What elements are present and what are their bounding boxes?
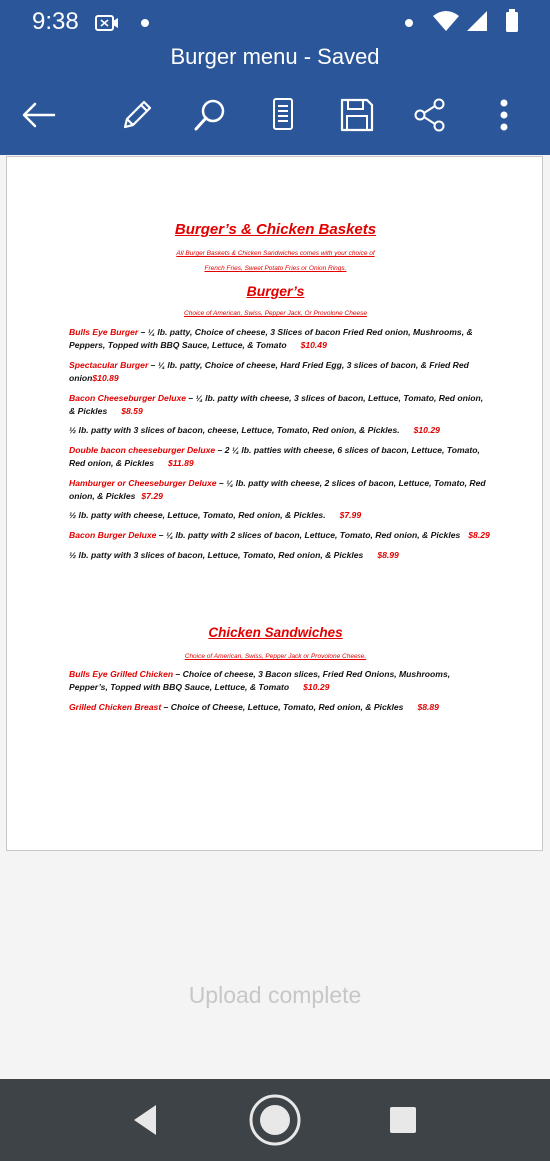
chicken-heading: Chicken Sandwiches — [208, 625, 343, 640]
more-vert-icon — [499, 98, 509, 132]
screen-record-icon — [95, 14, 119, 32]
menu-note-line1: All Burger Baskets & Chicken Sandwiches comes with your choice of — [176, 250, 375, 257]
status-time: 9:38 — [32, 8, 79, 35]
notification-dot-icon — [140, 18, 150, 28]
app-bar — [0, 0, 550, 155]
chicken-cheese-note: Choice of American, Swiss, Pepper Jack or Provolone Cheese. — [184, 653, 367, 660]
search-icon — [193, 98, 227, 132]
menu-note-line2: French Fries, Sweet Potato Fries or Onion Rings. — [204, 265, 347, 272]
more-options-button[interactable] — [479, 90, 529, 140]
save-button[interactable] — [332, 90, 382, 140]
document-page[interactable] — [6, 156, 543, 851]
document-title: Burger menu - Saved — [170, 44, 380, 69]
menu-item: ½ lb. patty with cheese, Lettuce, Tomato, Red onion, & Pickles. $7.99 — [69, 510, 362, 520]
system-nav-bar — [0, 1079, 550, 1161]
reading-view-icon — [270, 98, 296, 132]
upload-status: Upload complete — [188, 982, 362, 1008]
toolbar — [0, 90, 550, 140]
menu-item: Hamburger or Cheeseburger Deluxe – ¼ lb. patty with cheese, 2 slices of bacon, Lettuce, Tomato, Red onion, & Pickles $7.29 — [69, 478, 486, 501]
nav-back-icon — [130, 1103, 160, 1137]
nav-home-icon — [248, 1093, 302, 1147]
reading-view-button[interactable] — [258, 90, 308, 140]
battery-icon — [505, 9, 519, 33]
menu-item: ½ lb. patty with 3 slices of bacon, Lettuce, Tomato, Red onion, & Pickles $8.99 — [69, 550, 399, 560]
search-button[interactable] — [185, 90, 235, 140]
menu-item: Bulls Eye Burger – ¼ lb. patty, Choice of cheese, 3 Slices of bacon Fried Red onion, Mushrooms, & Peppers, Topped with BBQ Sauce, Lettuce, & Tomato $10.49 — [69, 327, 473, 350]
menu-item: ½ lb. patty with 3 slices of bacon, cheese, Lettuce, Tomato, Red onion, & Pickles. $10.29 — [69, 425, 440, 435]
menu-item: Bacon Cheeseburger Deluxe – ¼ lb. patty with cheese, 3 slices of bacon, Lettuce, Tomato, Red onion, & Pickles $8.59 — [69, 393, 484, 416]
share-button[interactable] — [405, 90, 455, 140]
wifi-icon — [432, 10, 460, 32]
notification-dot-icon — [404, 18, 414, 28]
menu-item: Spectacular Burger – ¼ lb. patty, Choice of cheese, Hard Fried Egg, 3 slices of bacon, & Fried Red onion$10.89 — [69, 360, 469, 383]
pencil-icon — [120, 98, 154, 132]
nav-recents-icon — [389, 1106, 417, 1134]
edit-button[interactable] — [112, 90, 162, 140]
menu-item: Double bacon cheeseburger Deluxe – 2 ¼ lb. patties with cheese, 6 slices of bacon, Lettuce, Tomato, Red onion, & Pickles $11.89 — [69, 445, 480, 468]
signal-icon — [465, 10, 489, 32]
status-bar — [0, 0, 550, 44]
burgers-cheese-note: Choice of American, Swiss, Pepper Jack, Or Provolone Cheese — [184, 310, 367, 317]
nav-back-button[interactable] — [110, 1079, 180, 1161]
nav-home-button[interactable] — [240, 1079, 310, 1161]
menu-item: Bulls Eye Grilled Chicken – Choice of cheese, 3 Bacon slices, Fried Red Onions, Mushrooms, Pepper’s, Topped with BBQ Sauce, Lettuce, & Tomato $10.29 — [69, 669, 451, 692]
back-arrow-icon — [22, 102, 56, 128]
menu-item: Bacon Burger Deluxe – ¼ lb. patty with 2 slices of bacon, Lettuce, Tomato, Red onion, & Pickles $8.29 — [69, 530, 490, 540]
menu-item: Grilled Chicken Breast – Choice of Cheese, Lettuce, Tomato, Red onion, & Pickles $8.89 — [69, 702, 439, 712]
back-button[interactable] — [14, 90, 64, 140]
menu-main-heading: Burger’s & Chicken Baskets — [174, 221, 377, 238]
burgers-heading: Burger’s — [246, 283, 305, 299]
share-icon — [413, 98, 447, 132]
save-icon — [340, 98, 374, 132]
nav-recents-button[interactable] — [368, 1079, 438, 1161]
